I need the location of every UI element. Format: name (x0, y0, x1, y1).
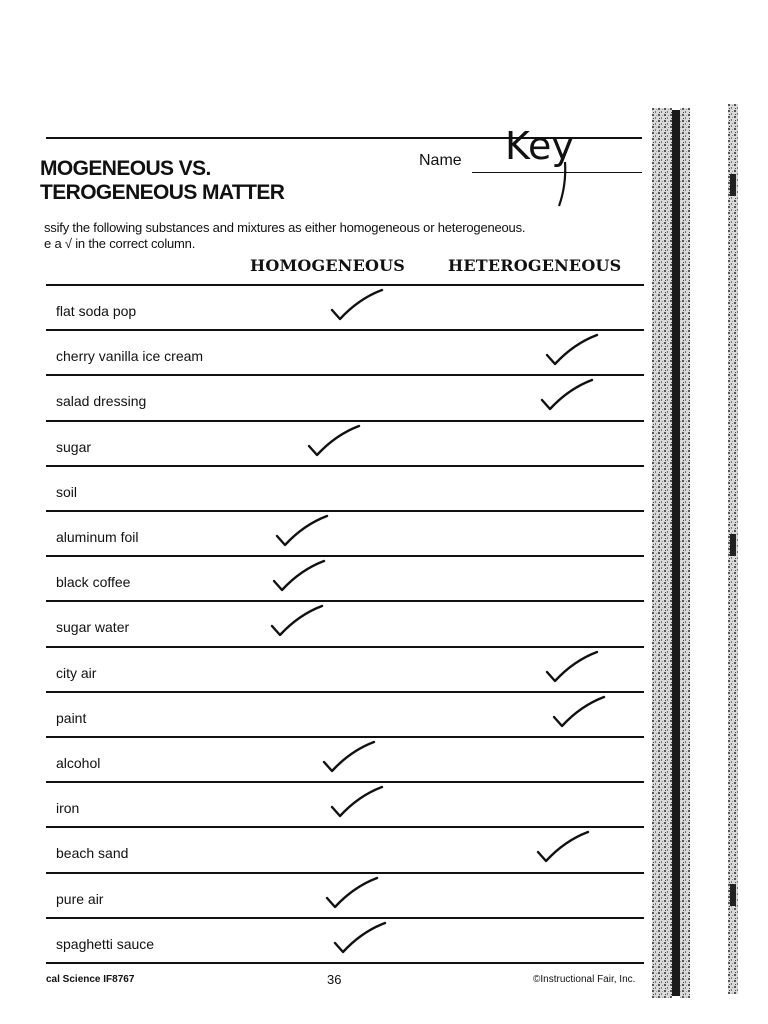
row-label: sugar water (56, 619, 130, 636)
checkmark-icon (322, 738, 382, 778)
row-rule (46, 962, 644, 964)
footer-book-code: cal Science IF8767 (46, 974, 135, 985)
row-label: city air (56, 664, 97, 681)
footer-page-number: 36 (327, 972, 342, 987)
row-label: beach sand (56, 845, 129, 862)
worksheet-title-line2: TEROGENEOUS MATTER (40, 181, 285, 204)
row-rule (46, 465, 644, 467)
checkmark-icon (325, 874, 385, 914)
checkmark-icon (536, 828, 596, 868)
row-label: alcohol (56, 755, 101, 771)
row-label: paint (56, 709, 87, 726)
column-header-homogeneous: HOMOGENEOUS (250, 256, 406, 275)
checkmark-icon (333, 919, 393, 959)
instructions-line2: e a √ in the correct column. (44, 236, 196, 251)
row-label: spaghetti sauce (56, 935, 155, 952)
checkmark-icon (552, 693, 612, 733)
scanned-page-edge (728, 104, 738, 994)
checkmark-icon (330, 783, 390, 823)
row-label: pure air (56, 890, 104, 907)
row-label: iron (56, 800, 80, 817)
column-header-heterogeneous: HETEROGENEOUS (448, 256, 622, 275)
row-label: black coffee (56, 574, 131, 591)
checkmark-icon (330, 286, 390, 326)
row-rule (46, 555, 644, 557)
worksheet-title-line1: MOGENEOUS VS. (40, 157, 211, 180)
row-label: flat soda pop (56, 303, 137, 319)
row-rule (46, 600, 644, 602)
handwritten-name-value: Key (505, 124, 574, 168)
checkmark-icon (545, 648, 605, 688)
row-label: cherry vanilla ice cream (56, 348, 204, 365)
checkmark-icon (545, 331, 605, 371)
handwritten-stroke (557, 160, 569, 210)
checkmark-icon (540, 376, 600, 416)
checkmark-icon (307, 422, 367, 462)
footer-publisher: ©Instructional Fair, Inc. (533, 974, 636, 985)
instructions-line1: ssify the following substances and mixtures as either homogeneous or heterogeneous. (44, 220, 526, 235)
checkmark-icon (275, 512, 335, 552)
row-label: salad dressing (56, 393, 147, 410)
row-label: sugar (56, 438, 92, 455)
row-label: soil (56, 483, 78, 500)
checkmark-icon (270, 602, 330, 642)
scanned-binding-edge (652, 108, 690, 998)
row-label: aluminum foil (56, 529, 139, 545)
name-label: Name (419, 152, 462, 169)
row-rule (46, 510, 644, 512)
checkmark-icon (272, 557, 332, 597)
